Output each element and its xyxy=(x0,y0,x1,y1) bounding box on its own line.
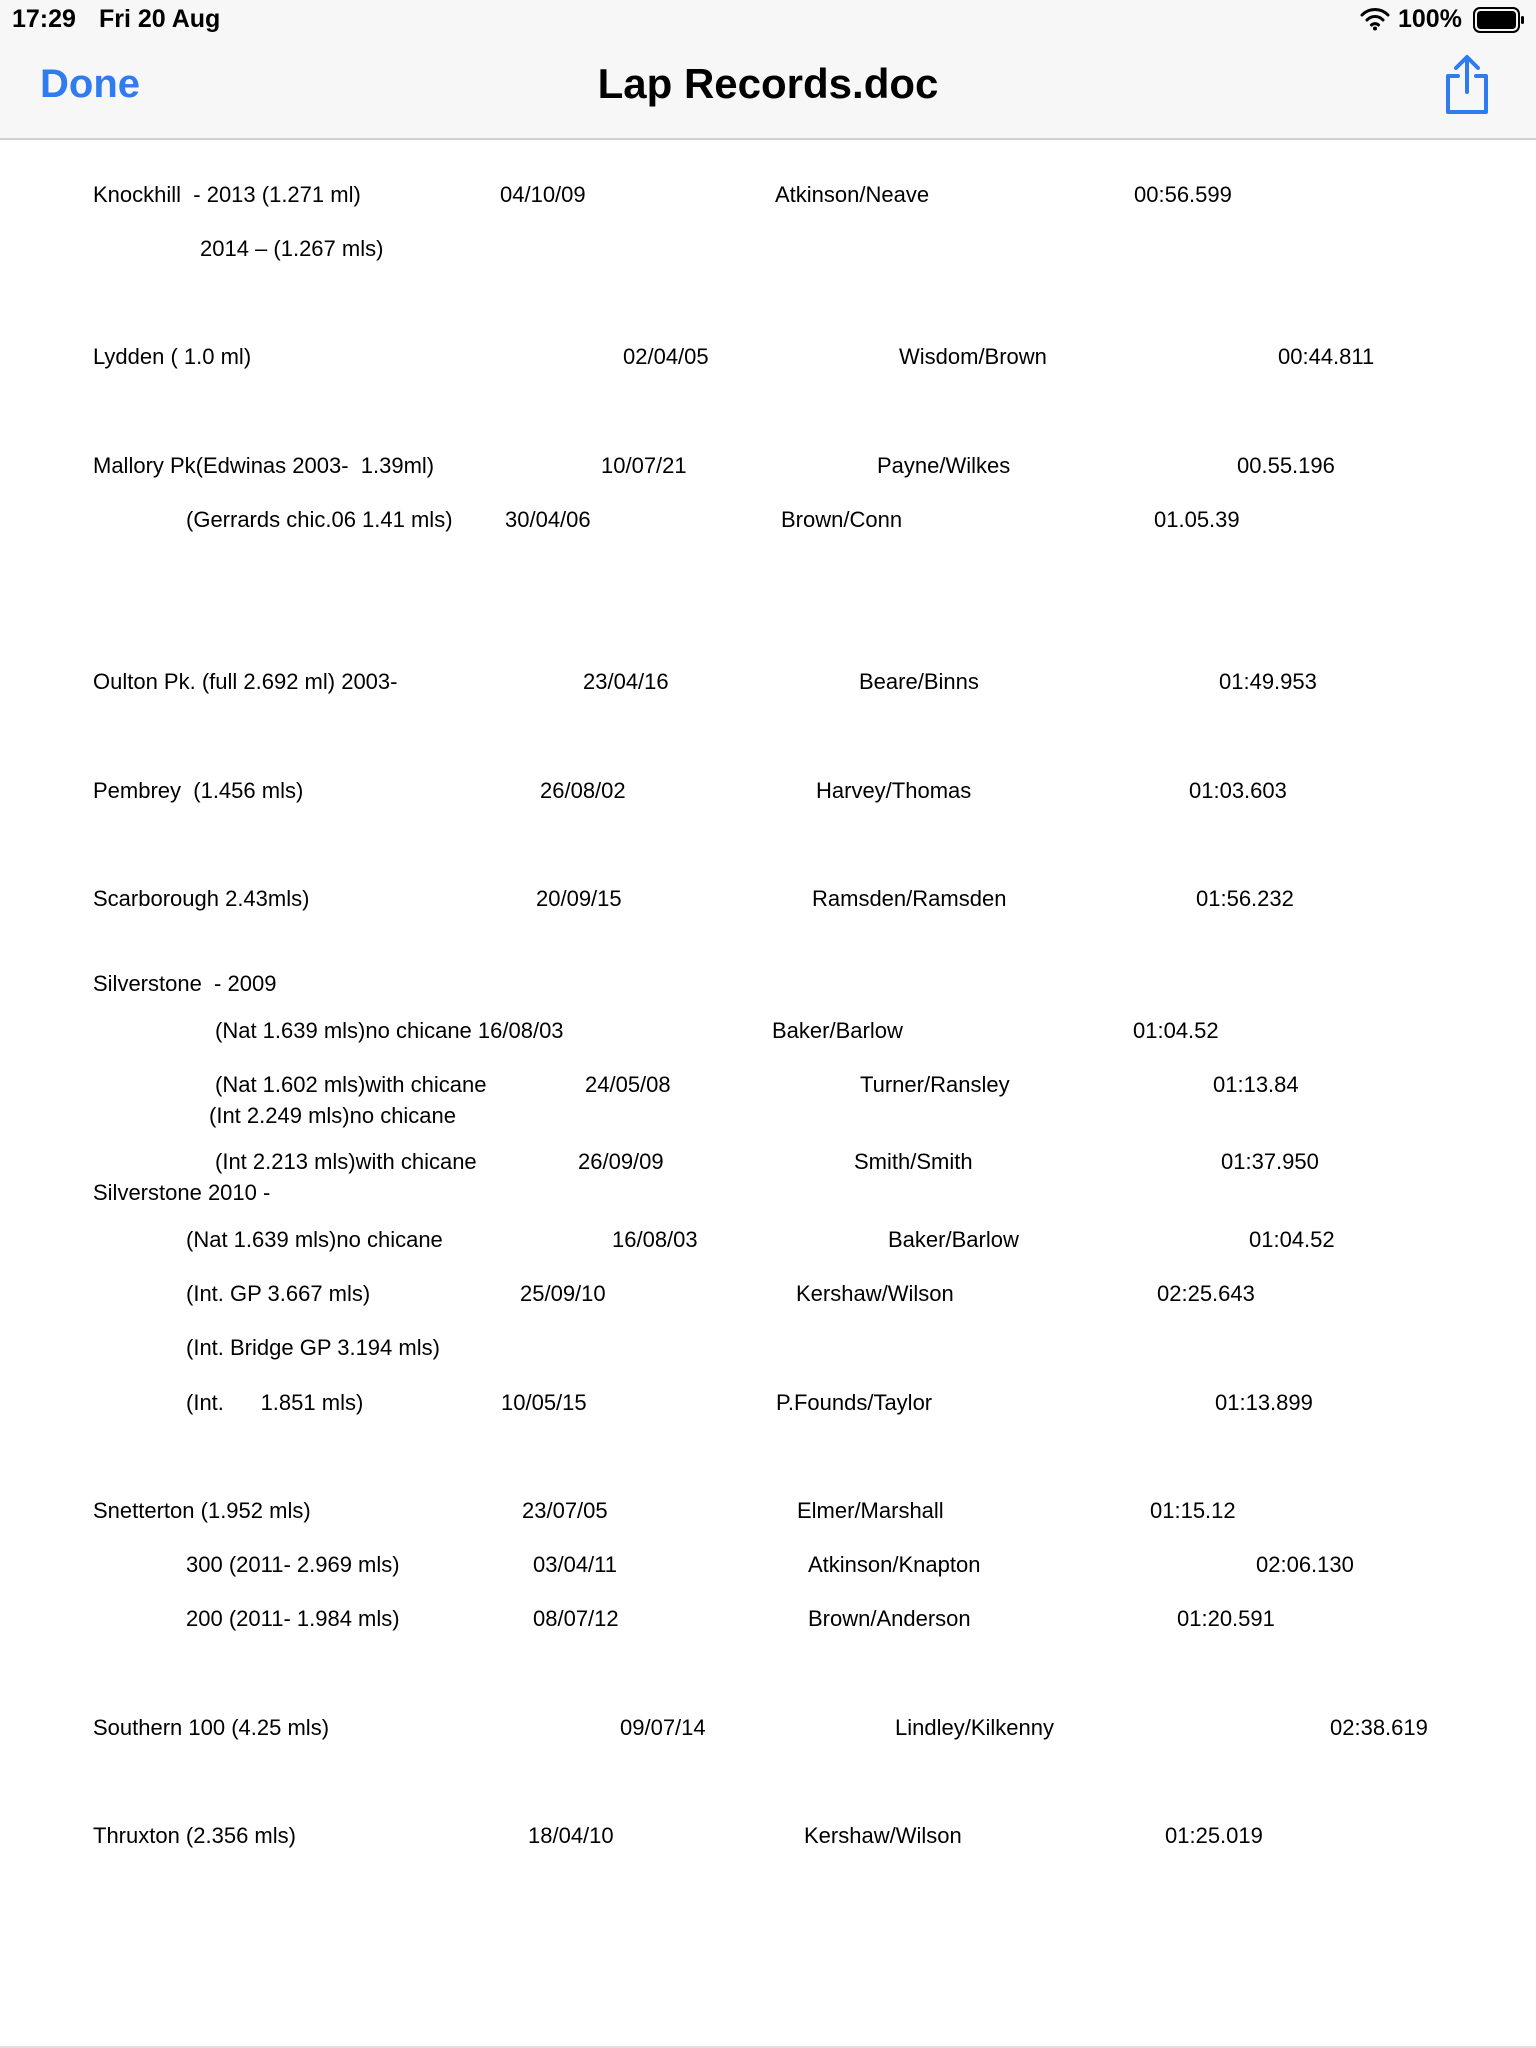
document-text: Smith/Smith xyxy=(854,1149,973,1174)
document-text: Harvey/Thomas xyxy=(816,778,972,803)
document-text: 01:03.603 xyxy=(1189,778,1287,803)
done-button[interactable]: Done xyxy=(40,62,140,106)
document-text: 00.55.196 xyxy=(1237,453,1335,478)
status-bar xyxy=(0,0,1536,40)
wifi-icon xyxy=(1360,7,1390,31)
document-text: Thruxton (2.356 mls) xyxy=(93,1823,296,1848)
document-text: P.Founds/Taylor xyxy=(776,1390,933,1415)
document-content[interactable] xyxy=(0,140,1536,2048)
document-text: Brown/Anderson xyxy=(808,1606,971,1631)
document-text: Atkinson/Neave xyxy=(775,182,930,207)
document-text: 00:56.599 xyxy=(1134,182,1232,207)
document-text: 00:44.811 xyxy=(1278,344,1375,369)
document-text: Kershaw/Wilson xyxy=(796,1281,954,1306)
document-text: 10/07/21 xyxy=(601,453,687,478)
document-text: Turner/Ransley xyxy=(860,1072,1010,1097)
document-text: Knockhill - 2013 (1.271 ml) xyxy=(93,182,361,207)
document-text: Snetterton (1.952 mls) xyxy=(93,1498,311,1523)
document-text: (Nat 1.639 mls)no chicane xyxy=(186,1227,443,1252)
document-text: 30/04/06 xyxy=(505,507,591,532)
document-text: 23/07/05 xyxy=(522,1498,608,1523)
document-text: Silverstone 2010 - xyxy=(93,1180,271,1205)
document-text: 01:20.591 xyxy=(1177,1606,1275,1631)
document-text: 03/04/11 xyxy=(533,1552,618,1577)
document-text: 01:37.950 xyxy=(1221,1149,1319,1174)
document-text: 18/04/10 xyxy=(528,1823,614,1848)
document-text: 300 (2011- 2.969 mls) xyxy=(186,1552,400,1577)
document-text: Payne/Wilkes xyxy=(877,453,1011,478)
document-text: Kershaw/Wilson xyxy=(804,1823,962,1848)
document-text: 01:04.52 xyxy=(1249,1227,1335,1252)
document-text: (Gerrards chic.06 1.41 mls) xyxy=(186,507,453,532)
document-text: 02:25.643 xyxy=(1157,1281,1255,1306)
share-icon[interactable] xyxy=(1440,52,1494,118)
document-text: Southern 100 (4.25 mls) xyxy=(93,1715,330,1740)
document-text: Baker/Barlow xyxy=(888,1227,1019,1252)
document-text: (Int. Bridge GP 3.194 mls) xyxy=(186,1335,440,1360)
navigation-bar xyxy=(0,40,1536,140)
document-text: 01:56.232 xyxy=(1196,886,1294,911)
document-text: Baker/Barlow xyxy=(772,1018,903,1043)
document-title: Lap Records.doc xyxy=(597,60,939,107)
document-text: 24/05/08 xyxy=(585,1072,671,1097)
document-text: 01.05.39 xyxy=(1154,507,1240,532)
status-time: 17:29 xyxy=(12,5,76,33)
document-text: 02:38.619 xyxy=(1330,1715,1428,1740)
document-text: (Int 2.249 mls)no chicane xyxy=(209,1103,457,1128)
document-text: Wisdom/Brown xyxy=(899,344,1047,369)
document-text: Silverstone - 2009 xyxy=(93,971,277,996)
document-text: (Nat 1.602 mls)with chicane xyxy=(215,1072,487,1097)
status-date: Fri 20 Aug xyxy=(99,5,221,33)
document-text: (Int. GP 3.667 mls) xyxy=(186,1281,371,1306)
document-text: Elmer/Marshall xyxy=(797,1498,944,1523)
document-text: 01:25.019 xyxy=(1165,1823,1263,1848)
document-text: 02:06.130 xyxy=(1256,1552,1354,1577)
document-text: Pembrey (1.456 mls) xyxy=(93,778,304,803)
document-text: Scarborough 2.43mls) xyxy=(93,886,310,911)
document-text: Atkinson/Knapton xyxy=(808,1552,981,1577)
document-text: Oulton Pk. (full 2.692 ml) 2003- xyxy=(93,669,398,694)
document-text: 26/09/09 xyxy=(578,1149,664,1174)
document-text: 01:04.52 xyxy=(1133,1018,1219,1043)
document-text: 01:13.899 xyxy=(1215,1390,1313,1415)
document-text: Ramsden/Ramsden xyxy=(812,886,1007,911)
document-text: (Int. 1.851 mls) xyxy=(186,1390,364,1415)
document-text: 02/04/05 xyxy=(623,344,709,369)
document-text: Brown/Conn xyxy=(781,507,903,532)
document-text: (Int 2.213 mls)with chicane xyxy=(215,1149,477,1174)
document-text: (Nat 1.639 mls)no chicane 16/08/03 xyxy=(215,1018,564,1043)
document-text: 09/07/14 xyxy=(620,1715,706,1740)
document-text: 01:13.84 xyxy=(1213,1072,1299,1097)
document-text: 2014 – (1.267 mls) xyxy=(200,236,384,261)
document-text: 16/08/03 xyxy=(612,1227,698,1252)
document-text: 23/04/16 xyxy=(583,669,669,694)
battery-icon xyxy=(1473,7,1525,33)
document-text: 20/09/15 xyxy=(536,886,622,911)
document-text: Lydden ( 1.0 ml) xyxy=(93,344,252,369)
document-text: 04/10/09 xyxy=(500,182,586,207)
document-text: 26/08/02 xyxy=(540,778,626,803)
document-text: Beare/Binns xyxy=(859,669,979,694)
battery-percentage: 100% xyxy=(1398,5,1462,33)
document-text: 08/07/12 xyxy=(533,1606,619,1631)
document-text: Mallory Pk(Edwinas 2003- 1.39ml) xyxy=(93,453,435,478)
document-text: 01:49.953 xyxy=(1219,669,1317,694)
document-text: 200 (2011- 1.984 mls) xyxy=(186,1606,400,1631)
document-text: 10/05/15 xyxy=(501,1390,587,1415)
document-text: 01:15.12 xyxy=(1150,1498,1236,1523)
document-text: 25/09/10 xyxy=(520,1281,606,1306)
document-text: Lindley/Kilkenny xyxy=(895,1715,1054,1740)
